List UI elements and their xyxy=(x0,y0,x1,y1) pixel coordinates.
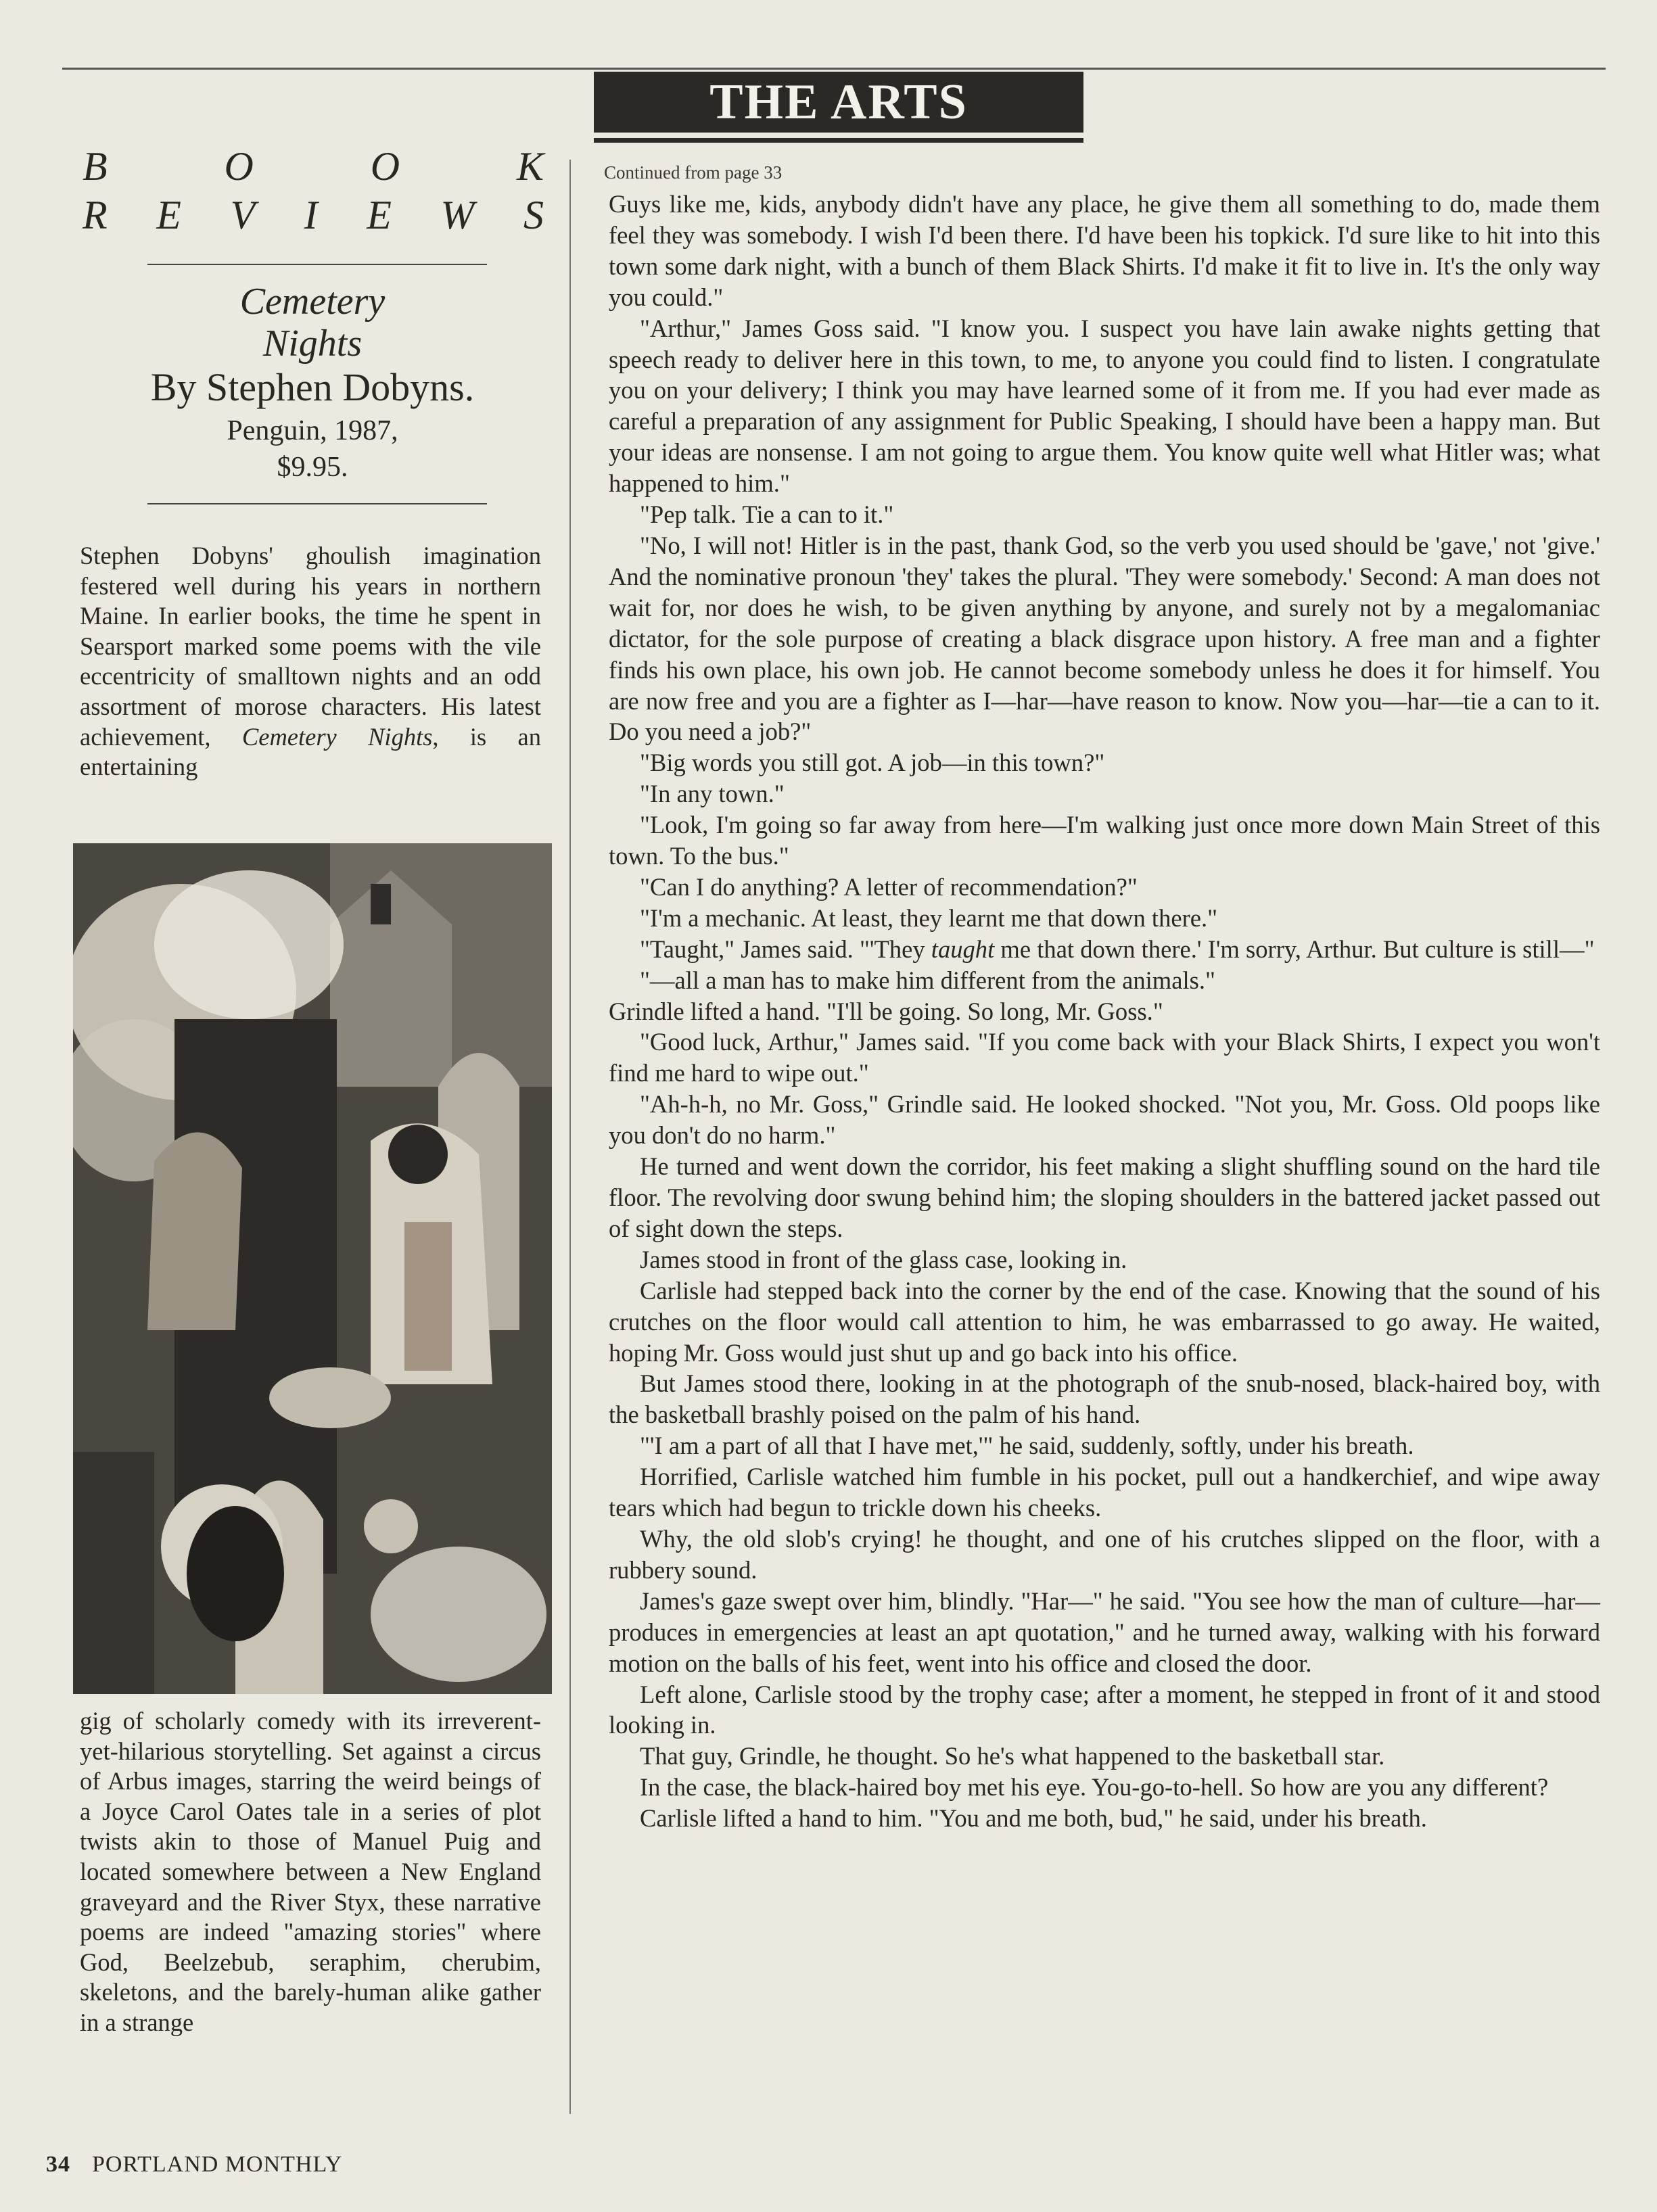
story-paragraph: "'I am a part of all that I have met,'" he said, suddenly, softly, under his breath. xyxy=(640,1432,1414,1460)
story-paragraph: That guy, Grindle, he thought. So he's what happened to the basketball star. xyxy=(640,1742,1385,1770)
story-paragraph: Left alone, Carlisle stood by the trophy case; after a moment, he stepped in front of it and stood looking in. xyxy=(609,1680,1600,1739)
review-paragraph: gig of scholarly comedy with its irreverent-yet-hilarious storytelling. Set against a circus of Arbus images, starring the weird beings of a Joyce Carol Oates tale in a series of plot twists akin to those of Manuel Puig and located somewhere between a New England graveyard and the River Styx, these narrative poems are indeed "amazing stories" where God, Beelzebub, seraphim, cherubim, skeletons, and the barely-human alike gather in a strange xyxy=(80,1707,541,2036)
story-body xyxy=(609,189,1600,1834)
section-title: THE ARTS xyxy=(709,74,968,130)
story-paragraph: "I'm a mechanic. At least, they learnt me that down there." xyxy=(640,903,1218,932)
book-title-line1: Cemetery xyxy=(239,281,386,323)
story-paragraph: Guys like me, kids, anybody didn't have any place, he give them all something to do, made them feel they was somebody. I wish I'd been there. I'd have been his topkick. I'd sure like to hit into this town some dark night, with a bunch of them Black Shirts. I'd make it fit to live in. It's the only way you could." xyxy=(609,190,1600,311)
story-paragraph: James stood in front of the glass case, looking in. xyxy=(640,1245,1127,1273)
banner-underline xyxy=(594,138,1083,143)
story-paragraph: "Ah-h-h, no Mr. Goss," Grindle said. He looked shocked. "Not you, Mr. Goss. Old poops like you don't do no harm." xyxy=(609,1090,1600,1150)
kicker-letter: W xyxy=(440,193,475,237)
cover-illustration xyxy=(73,843,552,1694)
story-paragraph: "Can I do anything? A letter of recommendation?" xyxy=(640,872,1138,901)
review-body-bottom xyxy=(80,1706,541,2038)
book-author: By Stephen Dobyns. xyxy=(150,365,475,409)
story-paragraph: "In any town." xyxy=(640,780,785,808)
kicker-letter: R xyxy=(83,193,108,237)
review-book-title-inline: Cemetery Nights xyxy=(241,722,433,751)
continued-from-note: Continued from page 33 xyxy=(604,162,783,183)
magazine-name: PORTLAND MONTHLY xyxy=(92,2152,343,2177)
kicker-letter: V xyxy=(230,193,256,237)
book-cover-photo xyxy=(73,843,552,1694)
review-paragraph xyxy=(80,541,541,782)
kicker-letter: I xyxy=(304,193,318,237)
story-paragraph xyxy=(609,934,1600,965)
book-title-line2: Nights xyxy=(262,323,363,364)
section-banner xyxy=(594,72,1083,133)
story-paragraph: "Arthur," James Goss said. "I know you. I suspect you have lain awake nights getting that speech ready to deliver here in this town, to me, to anyone you could find to listen. I congratulate you on your delivery; I think you may have learned some of it from me. If you had ever made as careful a preparation of any assignment for Public Speaking, I should have been a happy man. But your ideas are nonsense. I am not going to argue them. You know quite well what Hitler was; what happened to him." xyxy=(609,314,1600,498)
story-paragraph: Grindle lifted a hand. "I'll be going. So long, Mr. Goss." xyxy=(609,997,1163,1025)
top-rule xyxy=(62,68,1606,70)
story-paragraph: "Pep talk. Tie a can to it." xyxy=(640,500,894,529)
story-emphasis: taught xyxy=(931,935,995,963)
kicker-letter: E xyxy=(367,193,392,237)
story-paragraph: "Good luck, Arthur," James said. "If you come back with your Black Shirts, I expect you won't find me hard to wipe out." xyxy=(609,1028,1600,1087)
page-number: 34 xyxy=(46,2152,70,2177)
kicker-line-reviews xyxy=(83,191,544,239)
review-body-top xyxy=(80,541,541,782)
story-paragraph: James's gaze swept over him, blindly. "Har—" he said. "You see how the man of culture—har—produces in emergencies at least an apt quotation," and he turned away, walking with his forward motion on the balls of his feet, went into his office and closed the door. xyxy=(609,1586,1600,1677)
story-text-span: me that down there.' I'm sorry, Arthur. But culture is still—" xyxy=(994,935,1595,963)
kicker-letter: S xyxy=(523,193,544,237)
story-paragraph: But James stood there, looking in at the photograph of the snub-nosed, black-haired boy, with the basketball brashly poised on the palm of his hand. xyxy=(609,1369,1600,1429)
review-text-span: Stephen Dobyns' ghoulish imagination festered well during his years in northern Maine. In earlier books, the time he spent in Searsport marked some poems with the vile eccentricity of smalltown nights and an odd assortment of morose characters. His latest achievement, xyxy=(80,542,541,751)
review-header xyxy=(62,281,563,484)
story-paragraph: "No, I will not! Hitler is in the past, thank God, so the verb you used should be 'gave,' not 'give.' And the nominative pronoun 'they' takes the plural. 'They were somebody.' Second: A man does not wait for, nor does he wish, to be given anything by anyone, and surely not by a megalomaniac dictator, for the sole purpose of creating a black disgrace upon history. A free man and a fighter finds his own place, his own job. He cannot become somebody unless he does it for himself. You are now free and you are a fighter as I—har—have reason to know. Now you—har—tie a can to it. Do you need a job?" xyxy=(609,531,1600,746)
kicker-letter: O xyxy=(370,144,400,189)
review-text-span: , is an entertaining xyxy=(80,722,542,781)
kicker-letter: B xyxy=(83,144,108,189)
story-text-span: "Taught," James said. "'They xyxy=(640,935,931,963)
review-head-rule-top xyxy=(147,264,487,265)
story-paragraph: "Big words you still got. A job—in this town?" xyxy=(640,749,1105,777)
column-divider xyxy=(569,160,571,2114)
kicker-letter: K xyxy=(516,144,544,189)
story-paragraph: Horrified, Carlisle watched him fumble in his pocket, pull out a handkerchief, and wipe away tears which had begun to trickle down his cheeks. xyxy=(609,1463,1600,1522)
story-paragraph: In the case, the black-haired boy met his eye. You-go-to-hell. So how are you any different? xyxy=(640,1773,1549,1802)
story-paragraph: Why, the old slob's crying! he thought, and one of his crutches slipped on the floor, with a rubbery sound. xyxy=(609,1524,1600,1584)
kicker-letter: E xyxy=(156,193,181,237)
story-paragraph: Carlisle had stepped back into the corner by the end of the case. Knowing that the sound of his crutches on the floor would call attention to him, he was embarrassed to go away. He waited, hoping Mr. Goss would just shut up and go back into his office. xyxy=(609,1276,1600,1367)
book-publisher: Penguin, 1987, xyxy=(227,415,398,446)
book-reviews-kicker xyxy=(83,142,544,239)
review-head-rule-bottom xyxy=(147,503,487,504)
story-paragraph: "Look, I'm going so far away from here—I'm walking just once more down Main Street of this town. To the bus." xyxy=(609,811,1600,870)
kicker-line-book xyxy=(83,142,544,191)
book-price: $9.95. xyxy=(277,452,348,483)
kicker-letter: O xyxy=(224,144,254,189)
story-paragraph: "—all a man has to make him different from the animals." xyxy=(640,966,1215,994)
story-paragraph: Carlisle lifted a hand to him. "You and me both, bud," he said, under his breath. xyxy=(640,1804,1427,1833)
page-folio xyxy=(46,2152,342,2178)
story-paragraph: He turned and went down the corridor, his feet making a slight shuffling sound on the hard tile floor. The revolving door swung behind him; the sloping shoulders in the battered jacket passed out of sight down the steps. xyxy=(609,1152,1600,1242)
